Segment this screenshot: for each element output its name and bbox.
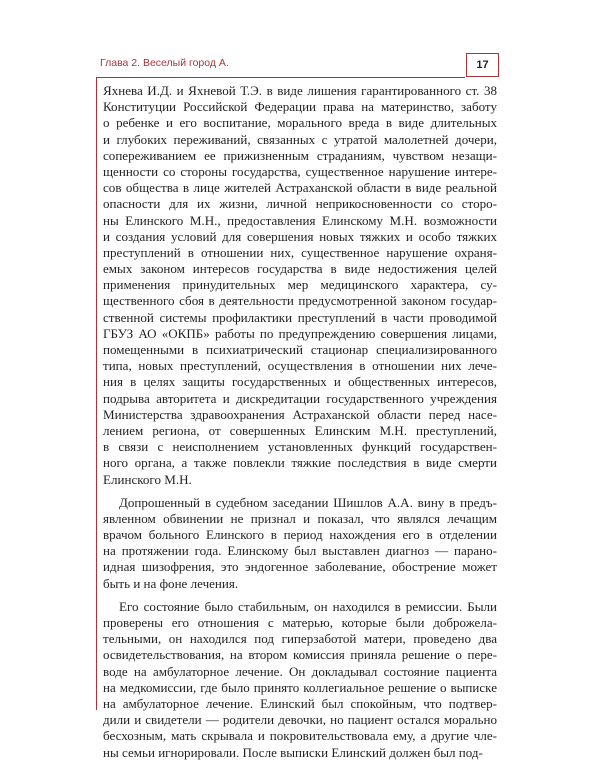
text-line: Елинского М.Н.	[103, 471, 192, 487]
text-line: помещенными в психиатрический стационар специализированного	[103, 342, 497, 357]
text-line: быть и на фоне лечения.	[103, 575, 239, 591]
text-line: сопереживанием ее прижизненным страданиям, чувством незащи-	[103, 147, 497, 163]
paragraph	[103, 599, 497, 761]
paragraph	[103, 83, 497, 488]
text-line: и глубоких переживаний, связанных с утратой малолетней дочери,	[103, 131, 497, 147]
text-line: Конституции Российской Федерации права на материнство, заботу	[103, 99, 497, 115]
margin-rule	[96, 77, 97, 710]
chapter-title: Глава 2. Веселый город А.	[100, 57, 229, 69]
paragraph-gap	[103, 488, 497, 495]
text-line: ния в целях защиты государственных и общественных интересов,	[103, 374, 497, 390]
text-line: ны семьи игнорировали. После выписки Елинский должен был под-	[103, 744, 483, 760]
text-line: тельными, он находился под гиперзаботой матери, проведено два	[103, 631, 497, 647]
text-line: явленном обвинении не признал и показал, что являлся лечащим	[103, 510, 497, 526]
text-line: ного органа, а также повлекли тяжкие последствия в виде смерти	[103, 455, 497, 471]
text-line: Министерства здравоохранения Астраханской области перед насе-	[103, 406, 497, 422]
text-line: бесхозным, мать скрывала и покровительствовала ему, а другие чле-	[103, 728, 497, 744]
text-line: Допрошенный в судебном заседании Шишлов А.А. вину в предъ-	[119, 494, 497, 510]
text-line: дили и свидетели — родители девочки, но пациент остался морально	[103, 712, 497, 728]
text-line: в связи с неисполнением установленных функций государствен-	[103, 439, 497, 455]
text-line: ственной системы профилактики преступлений в части проводимой	[103, 309, 497, 325]
text-line: на протяжении года. Елинскому был выставлен диагноз — парано-	[103, 543, 497, 559]
text-line: типа, новых преступлений, осуществления в отношении них лече-	[103, 358, 497, 374]
text-line: емых законом интересов государства в виде недостижения целей	[103, 261, 497, 277]
text-line: Его состояние было стабильным, он находился в ремиссии. Были	[119, 598, 497, 614]
text-line: и создания условий для совершения новых тяжких и особо тяжких	[103, 228, 497, 244]
header-rule	[96, 77, 465, 78]
text-line: идная шизофрения, это эндогенное заболевание, обострение может	[103, 559, 497, 575]
text-line: преступлений в отношении них, существенное нарушение охраня-	[103, 244, 497, 260]
text-line: на медкомиссии, где было принято коллегиальное решение о выписке	[103, 679, 497, 695]
text-line: щественного сбоя в деятельности предусмотренной законом государ-	[103, 293, 497, 309]
text-line: освидетельствования, на втором комиссия приняла решение о пере-	[103, 647, 497, 663]
text-line: о ребенке и его воспитание, морального вреда в виде длительных	[103, 115, 497, 131]
text-line: щенности со стороны государства, существенное нарушение интере-	[103, 163, 497, 179]
text-line: проверены его отношения с матерью, которые были доброжела-	[103, 615, 497, 630]
text-line: врачом больного Елинского в период нахождения его в отделении	[103, 527, 497, 543]
page-number: 17	[466, 53, 499, 77]
text-line: воде на амбулаторное лечение. Он докладывал состояние пациента	[103, 663, 497, 679]
text-line: ГБУЗ АО «ОКПБ» работы по предупреждению совершения лицами,	[103, 325, 497, 341]
body-text	[103, 83, 497, 761]
paragraph-gap	[103, 592, 497, 599]
text-line: Яхнева И.Д. и Яхневой Т.Э. в виде лишения гарантированного ст. 38	[103, 83, 497, 98]
text-line: ны Елинского М.Н., предоставления Елинскому М.Н. возможности	[103, 212, 497, 228]
text-line: опасности для их жизни, личной неприкосновенности со сторо-	[103, 196, 497, 212]
text-line: на амбулаторное лечение. Елинский был спокойным, что подтвер-	[103, 695, 497, 711]
paragraph	[103, 495, 497, 592]
text-line: применения принудительных мер медицинского характера, су-	[103, 277, 497, 293]
text-line: лением региона, от совершенных Елинским М.Н. преступлений,	[103, 422, 497, 438]
text-line: подрыва авторитета и дискредитации государственного учреждения	[103, 390, 497, 406]
text-line: сов общества в лице жителей Астраханской области в виде реальной	[103, 180, 497, 196]
